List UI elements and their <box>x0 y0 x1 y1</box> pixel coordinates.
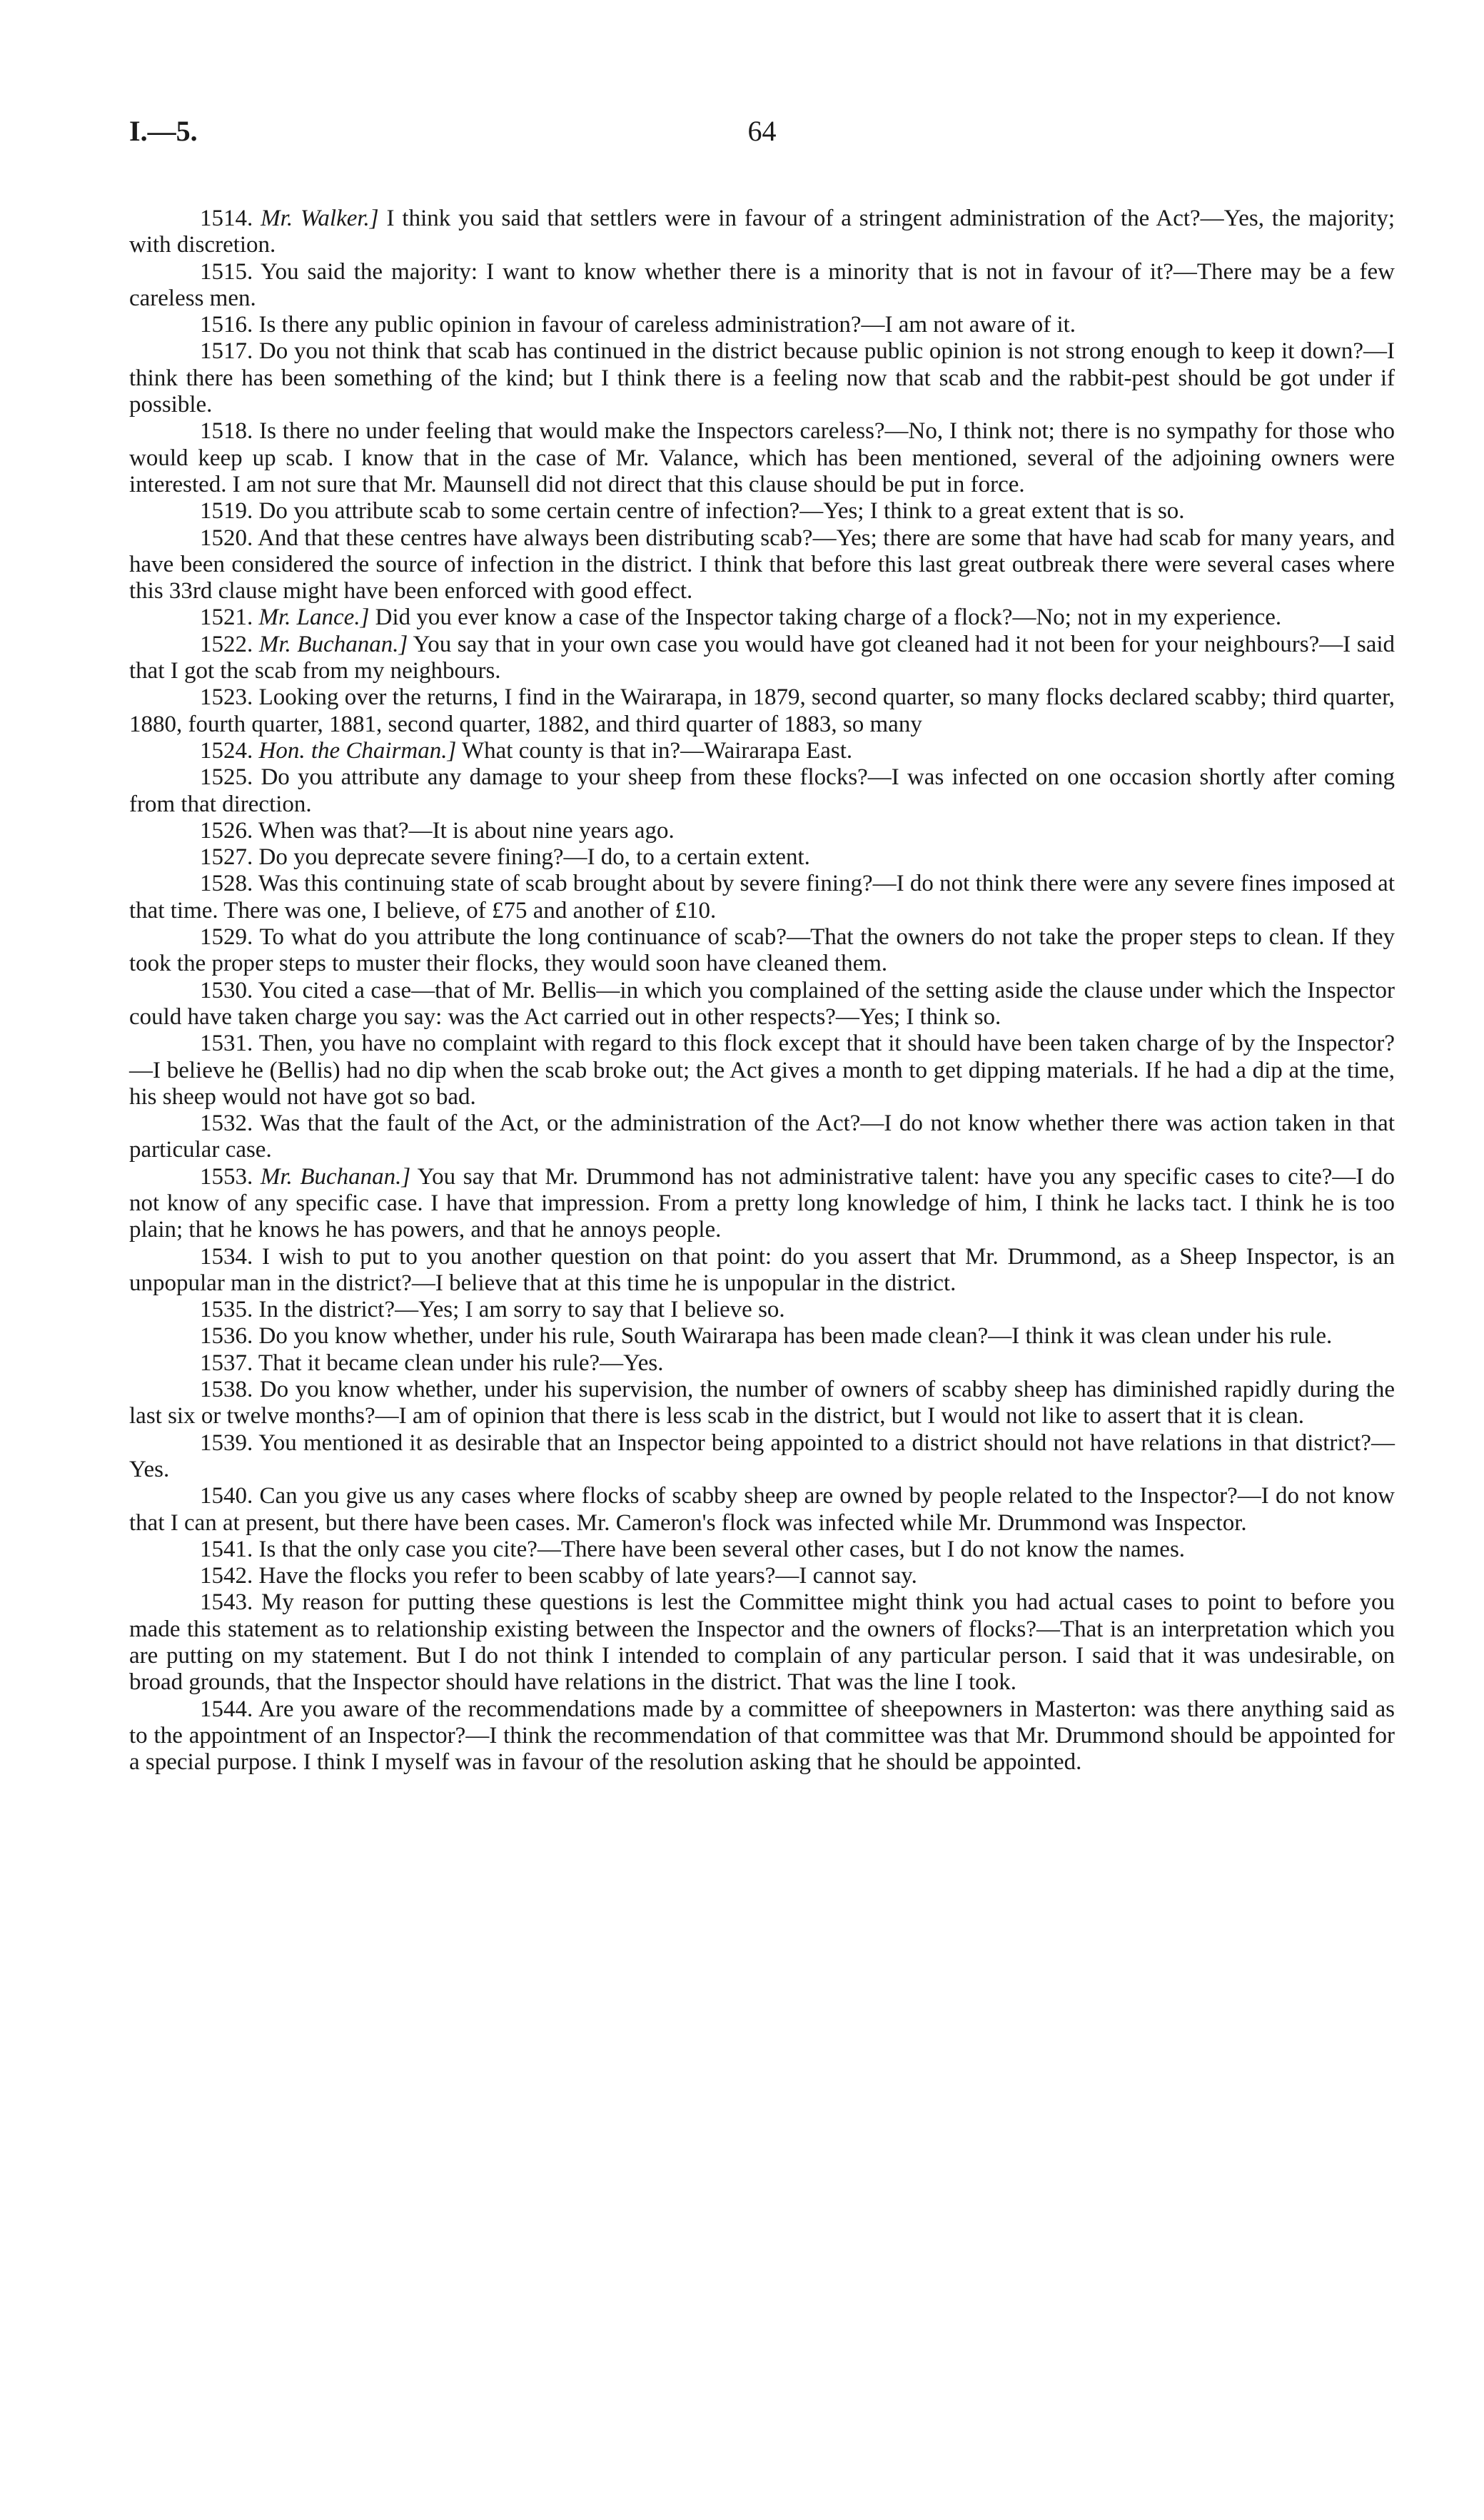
question-number: 1529. <box>200 924 253 951</box>
question-paragraph <box>129 259 1395 313</box>
question-number: 1515. <box>200 258 253 285</box>
question-number: 1535. <box>200 1297 253 1323</box>
question-number: 1523. <box>200 684 253 711</box>
question-number: 1530. <box>200 977 253 1003</box>
paragraph-text: You said the majority: I want to know whether there is a minority that is not in favour of it?—There may be a few careless men. <box>129 258 1395 311</box>
speaker-name: Mr. Lance.] <box>258 604 370 631</box>
question-paragraph <box>129 1110 1395 1164</box>
paragraph-text: Is that the only case you cite?—There have been several other cases, but I do not know the names. <box>258 1536 1186 1562</box>
series-number: I.—5. <box>129 115 198 147</box>
question-paragraph <box>129 338 1395 418</box>
question-paragraph <box>129 1164 1395 1244</box>
speaker-name: Hon. the Chairman.] <box>258 737 457 764</box>
question-paragraph <box>129 525 1395 605</box>
paragraph-text: Can you give us any cases where flocks of scabby sheep are owned by people related to the Inspector?—I do not know that I can at present, but there have been cases. Mr. Cameron's flock was infected while Mr. Drummond was Inspector. <box>129 1483 1395 1536</box>
question-number: 1518. <box>200 418 253 445</box>
paragraph-text: Do you attribute any damage to your sheep from these flocks?—I was infected on one occasion shortly after coming from that direction. <box>129 764 1395 817</box>
question-paragraph <box>129 1563 1395 1589</box>
paragraph-text: Is there no under feeling that would make the Inspectors careless?—No, I think not; there is no sympathy for those who would keep up scab. I know that in the case of Mr. Valance, which has been mentioned, several of the adjoining owners were interested. I am not sure that Mr. Maunsell did not direct that this clause should be put in force. <box>129 418 1395 497</box>
question-paragraph <box>129 1483 1395 1537</box>
paragraph-text: Do you know whether, under his rule, South Wairarapa has been made clean?—I think it was clean under his rule. <box>258 1323 1333 1350</box>
paragraph-text: And that these centres have always been distributing scab?—Yes; there are some that have had scab for many years, and have been considered the source of infection in the district. I think that before this last great outbreak there were several cases where this 33rd clause might have been enforced with good effect. <box>129 525 1395 604</box>
question-paragraph <box>129 764 1395 818</box>
question-number: 1539. <box>200 1429 253 1456</box>
paragraph-text: My reason for putting these questions is lest the Committee might think you had actual cases to point to before you made this statement as to relationship existing between the Inspector and the owners of flocks?—That is an interpretation which you are putting on my statement. But I do not think I intended to complain of any particular person. I said that it was undesirable, on broad grounds, that the Inspector should have relations in the district. That was the line I took. <box>129 1589 1395 1696</box>
paragraph-text: Do you not think that scab has continued in the district because public opinion is not strong enough to keep it down?—I think there has been something of the kind; but I think there is a feeling now that scab and the rabbit-pest should be got under if possible. <box>129 338 1395 418</box>
question-number: 1541. <box>200 1536 253 1562</box>
question-paragraph <box>129 684 1395 738</box>
paragraph-text: You say that in your own case you would have got cleaned had it not been for your neighbours?—I said that I got the scab from my neighbours. <box>129 631 1395 684</box>
paragraph-text: You say that Mr. Drummond has not administrative talent: have you any specific cases to cite?—I do not know of any specific case. I have that impression. From a pretty long knowledge of him, I think he lacks tact. I think he is too plain; that he knows he has powers, and that he annoys people. <box>129 1163 1395 1243</box>
question-number: 1542. <box>200 1563 253 1589</box>
question-paragraph <box>129 1430 1395 1484</box>
question-number: 1537. <box>200 1350 253 1376</box>
question-paragraph <box>129 498 1395 525</box>
question-number: 1524. <box>200 737 253 764</box>
document-page <box>129 114 1395 1776</box>
question-number: 1514. <box>200 206 253 231</box>
paragraph-text: What county is that in?—Wairarapa East. <box>456 737 853 764</box>
paragraph-text: You cited a case—that of Mr. Bellis—in which you complained of the setting aside the clause under which the Inspector could have taken charge you say: was the Act carried out in other respects?—Yes; I think so. <box>129 977 1395 1030</box>
paragraph-text: In the district?—Yes; I am sorry to say that I believe so. <box>258 1297 785 1323</box>
question-paragraph <box>129 978 1395 1031</box>
question-paragraph <box>129 1350 1395 1377</box>
question-number: 1536. <box>200 1323 253 1350</box>
question-paragraph <box>129 1323 1395 1350</box>
speaker-name: Mr. Walker.] <box>261 206 379 231</box>
evidence-transcript <box>129 206 1395 1776</box>
question-paragraph <box>129 604 1395 631</box>
paragraph-text: Was that the fault of the Act, or the administration of the Act?—I do not know whether there was action taken in that particular case. <box>129 1110 1395 1163</box>
paragraph-text: That it became clean under his rule?—Yes. <box>258 1350 664 1376</box>
paragraph-text: Do you deprecate severe fining?—I do, to a certain extent. <box>258 844 810 871</box>
question-paragraph <box>129 1589 1395 1696</box>
paragraph-text: I wish to put to you another question on that point: do you assert that Mr. Drummond, as a Sheep Inspector, is an unpopular man in the district?—I believe that at this time he is unpopular in the district. <box>129 1243 1395 1296</box>
question-paragraph <box>129 818 1395 844</box>
question-paragraph <box>129 1031 1395 1110</box>
question-number: 1531. <box>200 1031 253 1057</box>
question-paragraph <box>129 738 1395 764</box>
paragraph-text: Have the flocks you refer to been scabby of late years?—I cannot say. <box>258 1563 917 1589</box>
question-number: 1532. <box>200 1110 253 1137</box>
question-paragraph <box>129 312 1395 338</box>
paragraph-text: Did you ever know a case of the Inspector taking charge of a flock?—No; not in my experience. <box>369 604 1282 631</box>
paragraph-text: Do you know whether, under his supervision, the number of owners of scabby sheep has diminished rapidly during the last six or twelve months?—I am of opinion that there is less scab in the district, but I would not like to assert that it is clean. <box>129 1377 1395 1429</box>
paragraph-text: Do you attribute scab to some certain centre of infection?—Yes; I think to a great extent that is so. <box>258 498 1185 525</box>
question-number: 1540. <box>200 1483 253 1509</box>
question-paragraph <box>129 1696 1395 1776</box>
paragraph-text: Are you aware of the recommendations made by a committee of sheepowners in Masterton: was there anything said as to the appointment of an Inspector?—I think the recommendation of that committee was that Mr. Drummond should be appointed for a special purpose. I think I myself was in favour of the resolution asking that he should be appointed. <box>129 1696 1395 1776</box>
paragraph-text: Was this continuing state of scab brought about by severe fining?—I do not think there were any severe fines imposed at that time. There was one, I believe, of £75 and another of £10. <box>129 871 1395 924</box>
question-paragraph <box>129 632 1395 685</box>
speaker-name: Mr. Buchanan.] <box>260 1163 411 1190</box>
question-paragraph <box>129 924 1395 978</box>
paragraph-text: Is there any public opinion in favour of careless administration?—I am not aware of it. <box>258 312 1076 338</box>
question-number: 1528. <box>200 871 253 897</box>
question-paragraph <box>129 1537 1395 1563</box>
question-number: 1519. <box>200 498 253 525</box>
question-number: 1543. <box>200 1589 253 1616</box>
speaker-name: Mr. Buchanan.] <box>258 631 408 657</box>
question-number: 1516. <box>200 312 253 338</box>
question-number: 1525. <box>200 764 253 791</box>
paragraph-text: When was that?—It is about nine years ago. <box>258 817 675 844</box>
page-header <box>129 114 1395 157</box>
question-paragraph <box>129 1297 1395 1323</box>
page-number: 64 <box>747 115 777 147</box>
question-number: 1544. <box>200 1696 253 1722</box>
paragraph-text: Looking over the returns, I find in the Wairarapa, in 1879, second quarter, so many flocks declared scabby; third quarter, 1880, fourth quarter, 1881, second quarter, 1882, and third quarter of 1883, so many <box>129 684 1395 737</box>
question-number: 1521. <box>200 604 253 631</box>
question-number: 1520. <box>200 525 253 551</box>
paragraph-text: I think you said that settlers were in favour of a stringent administration of the Act?—Yes, the majority; with discretion. <box>129 206 1395 258</box>
question-paragraph <box>129 418 1395 498</box>
question-number: 1526. <box>200 817 253 844</box>
question-number: 1538. <box>200 1377 253 1403</box>
question-number: 1527. <box>200 844 253 871</box>
question-paragraph <box>129 871 1395 924</box>
question-number: 1517. <box>200 338 253 365</box>
question-number: 1534. <box>200 1243 253 1270</box>
question-paragraph <box>129 1244 1395 1297</box>
question-number: 1522. <box>200 631 253 657</box>
paragraph-text: To what do you attribute the long continuance of scab?—That the owners do not take the proper steps to clean. If they took the proper steps to muster their flocks, they would soon have cleaned them. <box>129 924 1395 977</box>
question-number: 1553. <box>200 1163 253 1190</box>
paragraph-text: You mentioned it as desirable that an Inspector being appointed to a district should not have relations in that district?—Yes. <box>129 1429 1395 1482</box>
paragraph-text: Then, you have no complaint with regard to this flock except that it should have been taken charge of by the Inspector?—I believe he (Bellis) had no dip when the scab broke out; the Act gives a month to get dipping materials. If he had a dip at the time, his sheep would not have got so bad. <box>129 1031 1395 1110</box>
question-paragraph <box>129 1377 1395 1430</box>
question-paragraph <box>129 844 1395 871</box>
question-paragraph <box>129 206 1395 259</box>
